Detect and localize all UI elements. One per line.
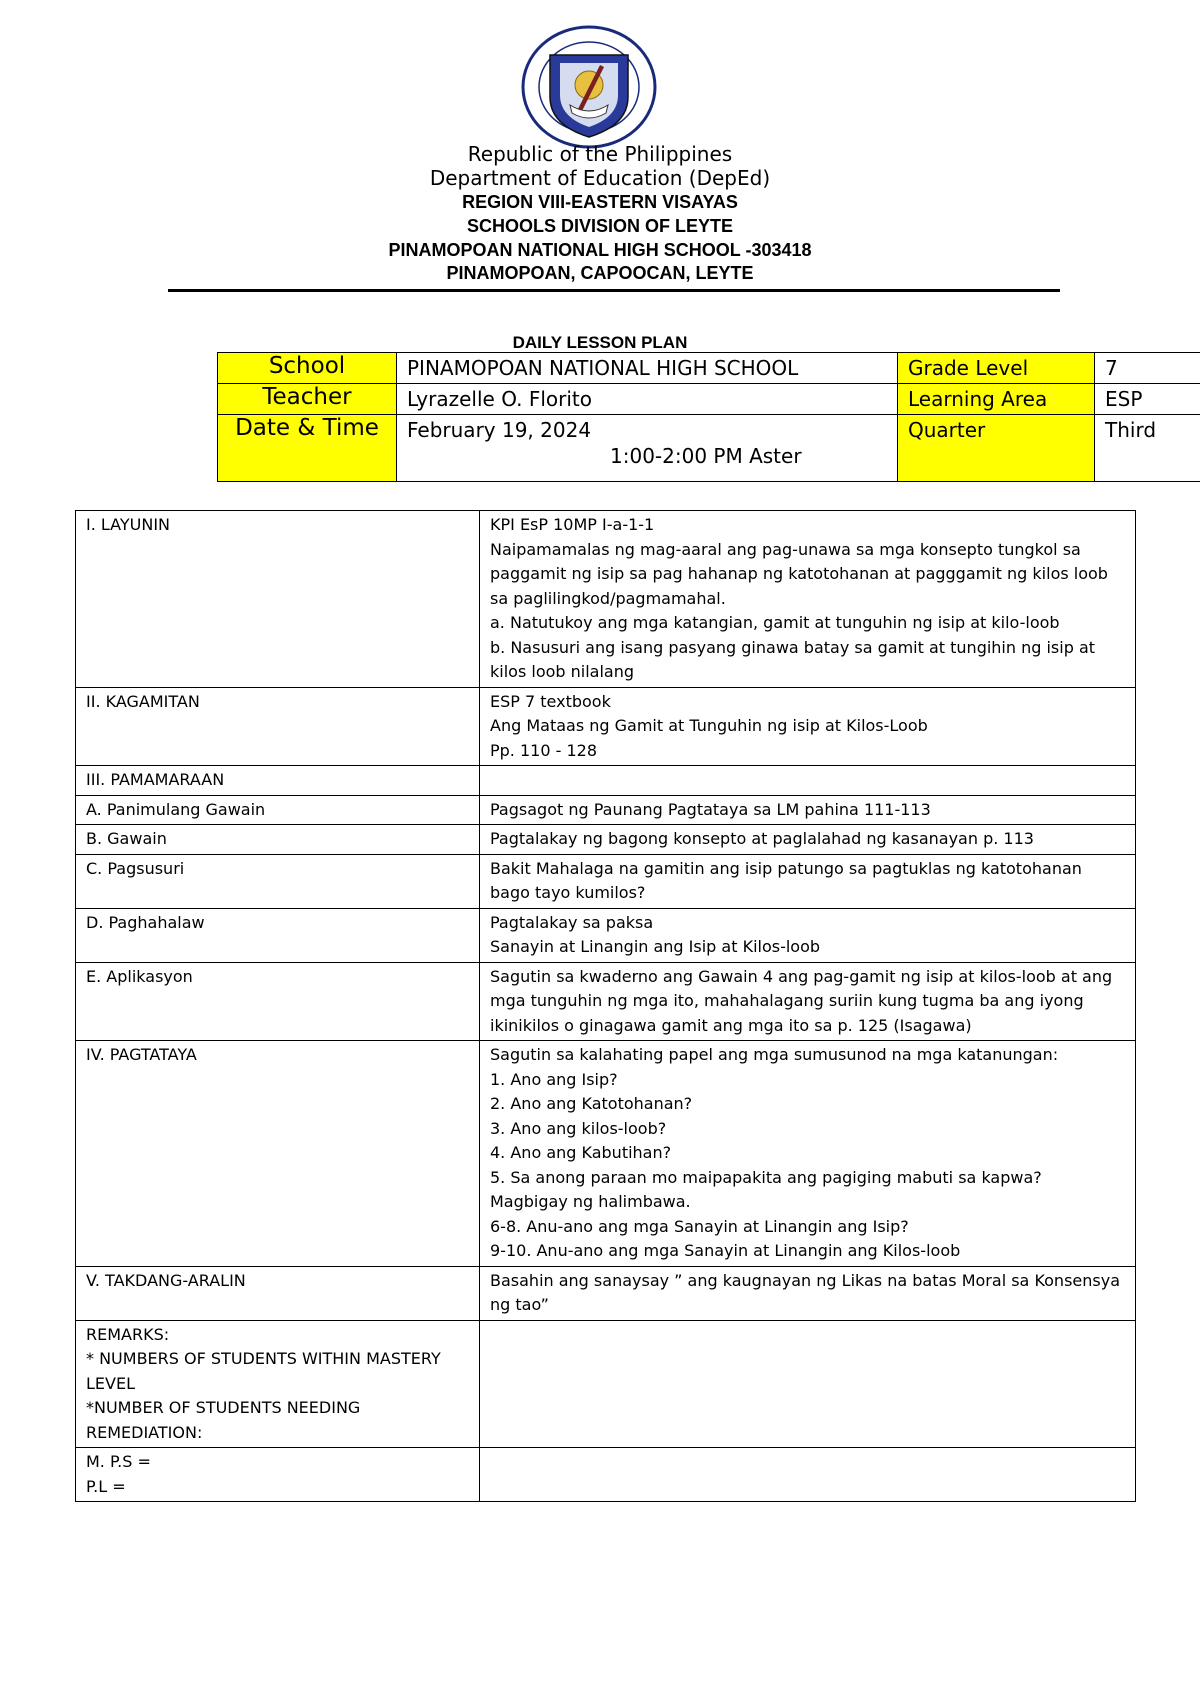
layunin-content (480, 511, 1136, 688)
text-line: paggamit ng isip sa pag hahanap ng katotohanan at pagggamit ng kilos loob (490, 564, 1108, 583)
quarter-label: Quarter (898, 415, 1095, 482)
table-row (76, 854, 1136, 908)
aplikasyon-label: E. Aplikasyon (76, 962, 480, 1041)
paghahalaw-content (480, 908, 1136, 962)
text-line: 6-8. Anu-ano ang mga Sanayin at Linangin ang Isip? (490, 1216, 909, 1236)
text-line: LEVEL (86, 1373, 135, 1393)
text-line: Magbigay ng halimbawa. (490, 1192, 691, 1211)
table-row (76, 1448, 1136, 1502)
table-row (76, 1266, 1136, 1320)
table-row (76, 795, 1136, 825)
kagamitan-content (480, 687, 1136, 766)
text-line: P.L = (86, 1476, 126, 1496)
pagsusuri-content (480, 854, 1136, 908)
text-line: REMEDIATION: (86, 1422, 203, 1442)
pamamaraan-label: III. PAMAMARAAN (76, 766, 480, 796)
header-region: REGION VIII-EASTERN VISAYAS (462, 192, 738, 212)
text-line: bago tayo kumilos? (490, 883, 646, 902)
kagamitan-label: II. KAGAMITAN (76, 687, 480, 766)
text-line: sa paglilingkod/pagmamahal. (490, 588, 726, 608)
teacher-label: Teacher (218, 384, 397, 415)
text-line: Ang Mataas ng Gamit at Tunguhin ng isip at Kilos-Loob (490, 716, 928, 735)
date-value: February 19, 2024 (407, 418, 592, 442)
text-line: 4. Ano ang Kabutihan? (490, 1143, 672, 1162)
header-department: Department of Education (DepEd) (429, 166, 771, 190)
text-line: mga tunguhin ng mga ito, mahahalagang suriin kung tugma ba ang iyong (490, 991, 1084, 1010)
school-value: PINAMOPOAN NATIONAL HIGH SCHOOL (397, 353, 898, 384)
text-line: Basahin ang sanaysay ” ang kaugnayan ng Likas na batas Moral sa Konsensya (490, 1270, 1120, 1290)
text-line: 3. Ano ang kilos-loob? (490, 1118, 667, 1138)
school-label: School (218, 353, 397, 384)
text-line: Bakit Mahalaga na gamitin ang isip patungo sa pagtuklas ng katotohanan (490, 858, 1082, 878)
text-line: * NUMBERS OF STUDENTS WITHIN MASTERY (86, 1349, 441, 1368)
text-line: Sanayin at Linangin ang Isip at Kilos-loob (490, 937, 821, 956)
header-divider (168, 289, 1060, 292)
text-line: ESP 7 textbook (490, 691, 611, 711)
panimula-label: A. Panimulang Gawain (76, 795, 480, 825)
text-line: ng tao” (490, 1295, 549, 1314)
mps-label (76, 1448, 480, 1502)
text-line: REMARKS: (86, 1324, 170, 1344)
text-line: 5. Sa anong paraan mo maipapakita ang pagiging mabuti sa kapwa? (490, 1167, 1042, 1187)
layunin-label: I. LAYUNIN (76, 511, 480, 688)
table-row (76, 1320, 1136, 1448)
text-line: KPI EsP 10MP I-a-1-1 (490, 515, 655, 534)
grade-level-label: Grade Level (898, 353, 1095, 384)
gawain-content: Pagtalakay ng bagong konsepto at paglalahad ng kasanayan p. 113 (480, 825, 1136, 855)
learning-area-value: ESP (1095, 384, 1200, 415)
header-division: SCHOOLS DIVISION OF LEYTE (466, 216, 734, 236)
text-line: ikinikilos o ginagawa gamit ang mga ito sa p. 125 (Isagawa) (490, 1015, 972, 1035)
text-line: Naipamamalas ng mag-aaral ang pag-unawa sa mga konsepto tungkol sa (490, 539, 1081, 559)
text-line: 1. Ano ang Isip? (490, 1069, 618, 1089)
table-row (76, 511, 1136, 688)
grade-level-value: 7 (1095, 353, 1200, 384)
teacher-value: Lyrazelle O. Florito (397, 384, 898, 415)
pagtataya-label: IV. PAGTATAYA (76, 1041, 480, 1267)
lesson-info-table (217, 352, 1200, 482)
takdang-aralin-label: V. TAKDANG-ARALIN (76, 1266, 480, 1320)
table-row (76, 962, 1136, 1041)
lesson-plan-table (75, 510, 1136, 1502)
panimula-content: Pagsagot ng Paunang Pagtataya sa LM pahina 111-113 (480, 795, 1136, 825)
date-time-value (397, 415, 898, 482)
table-row (76, 687, 1136, 766)
text-line: Pp. 110 - 128 (490, 740, 597, 760)
remarks-label (76, 1320, 480, 1448)
text-line: Sagutin sa kwaderno ang Gawain 4 ang pag-gamit ng isip at kilos-loob at ang (490, 966, 1113, 986)
header-republic: Republic of the Philippines (467, 142, 733, 166)
text-line: kilos loob nilalang (490, 662, 635, 681)
table-row (76, 825, 1136, 855)
text-line: Sagutin sa kalahating papel ang mga sumusunod na mga katanungan: (490, 1045, 1059, 1064)
header-school: PINAMOPOAN NATIONAL HIGH SCHOOL -303418 (388, 240, 812, 260)
text-line: b. Nasusuri ang isang pasyang ginawa batay sa gamit at tungihin ng isip at (490, 637, 1096, 657)
learning-area-label: Learning Area (898, 384, 1095, 415)
text-line: *NUMBER OF STUDENTS NEEDING (86, 1398, 361, 1417)
date-time-label: Date & Time (218, 415, 397, 482)
table-row (76, 908, 1136, 962)
pagtataya-content (480, 1041, 1136, 1267)
remarks-content (480, 1320, 1136, 1448)
aplikasyon-content (480, 962, 1136, 1041)
deped-seal-logo (520, 25, 658, 150)
text-line: a. Natutukoy ang mga katangian, gamit at tunguhin ng isip at kilo-loob (490, 613, 1060, 632)
document-title: DAILY LESSON PLAN (512, 333, 688, 352)
text-line: 9-10. Anu-ano ang mga Sanayin at Linangin ang Kilos-loob (490, 1241, 961, 1260)
paghahalaw-label: D. Paghahalaw (76, 908, 480, 962)
text-line: M. P.S = (86, 1452, 151, 1471)
gawain-label: B. Gawain (76, 825, 480, 855)
text-line: 2. Ano ang Katotohanan? (490, 1094, 693, 1113)
header-address: PINAMOPOAN, CAPOOCAN, LEYTE (446, 263, 754, 283)
pamamaraan-content (480, 766, 1136, 796)
table-row (76, 1041, 1136, 1267)
quarter-value: Third (1095, 415, 1200, 482)
pagsusuri-label: C. Pagsusuri (76, 854, 480, 908)
time-value: 1:00-2:00 PM Aster (610, 444, 802, 468)
takdang-aralin-content (480, 1266, 1136, 1320)
mps-content (480, 1448, 1136, 1502)
table-row (76, 766, 1136, 796)
text-line: Pagtalakay sa paksa (490, 912, 654, 932)
